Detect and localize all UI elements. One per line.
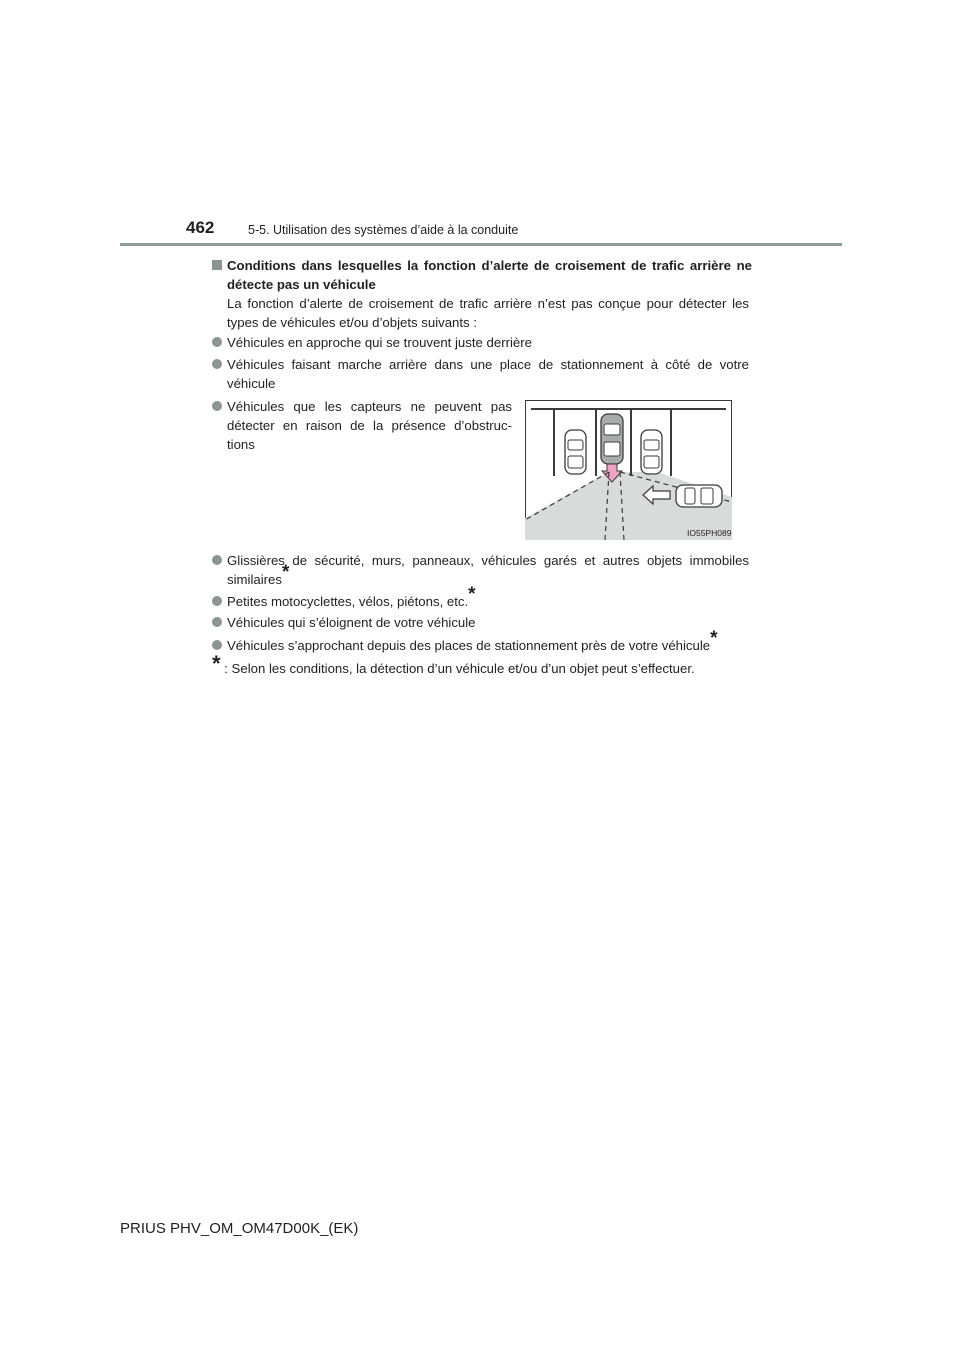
parking-diagram <box>525 400 732 540</box>
footnote <box>212 651 752 678</box>
list-item <box>212 551 749 589</box>
list-item-text: Véhicules qui s’éloignent de votre véhicule <box>227 615 476 630</box>
subsection-heading <box>212 256 752 294</box>
list-item-text: Glissières de sécurité, murs, panneaux, véhicules garés et autres objets immobiles similaires* <box>227 553 749 587</box>
list-item <box>212 628 772 655</box>
asterisk-icon: * <box>281 562 290 583</box>
figure-code: IO55PH089 <box>687 528 732 538</box>
document-footer: PRIUS PHV_OM_OM47D00K_(EK) <box>120 1220 359 1237</box>
approaching-car <box>676 485 722 507</box>
list-item <box>212 584 749 611</box>
list-item <box>212 613 749 632</box>
list-item <box>212 355 749 393</box>
list-item-text: Véhicules s’approchant depuis des places de stationnement près de votre véhicule* <box>227 628 718 653</box>
heading-text: Conditions dans lesquelles la fonction d’alerte de croisement de trafic arrière ne détecte pas un véhicule <box>227 258 752 292</box>
header-divider <box>120 243 842 246</box>
list-item-text: Véhicules en approche qui se trouvent juste derrière <box>227 335 532 350</box>
section-title: 5-5. Utilisation des systèmes d’aide à la conduite <box>248 223 519 237</box>
parking-illustration <box>525 400 732 540</box>
list-item <box>212 333 749 352</box>
parked-car-right <box>641 430 662 474</box>
own-car <box>601 414 623 464</box>
round-bullet-icon <box>212 401 222 411</box>
round-bullet-icon <box>212 337 222 347</box>
intro-paragraph: La fonction d’alerte de croisement de trafic arrière n’est pas conçue pour détecter les types de véhicules et/ou d’objets suivants : <box>227 296 749 330</box>
round-bullet-icon <box>212 596 222 606</box>
round-bullet-icon <box>212 359 222 369</box>
round-bullet-icon <box>212 617 222 627</box>
list-item-text: Véhicules faisant marche arrière dans une place de stationnement à côté de votre véhicule <box>227 357 749 391</box>
round-bullet-icon <box>212 555 222 565</box>
asterisk-icon: * <box>468 584 476 605</box>
page-number: 462 <box>186 218 215 237</box>
square-bullet-icon <box>212 260 222 270</box>
asterisk-icon: * <box>710 628 718 649</box>
parked-car-left <box>565 430 586 474</box>
list-item <box>212 397 512 454</box>
footnote-text: : Selon les conditions, la détection d’un véhicule et/ou d’un objet peut s’effectuer. <box>224 661 695 676</box>
list-item-text: Véhicules que les capteurs ne peuvent pas détecter en raison de la présence d’obstruc-tions <box>227 399 512 452</box>
footnote-asterisk-icon: * <box>212 651 221 676</box>
list-item-text: Petites motocyclettes, vélos, piétons, etc.* <box>227 584 476 609</box>
round-bullet-icon <box>212 640 222 650</box>
